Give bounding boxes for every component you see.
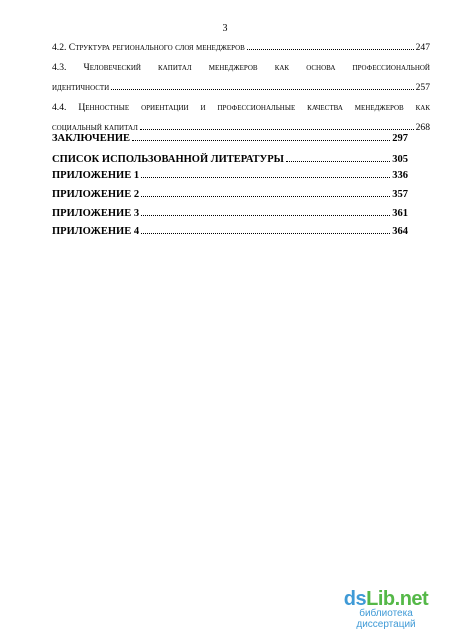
toc-entry-title: 4.2. Структура регионального слоя менеджеров xyxy=(52,42,245,53)
toc-entry-title: ЗАКЛЮЧЕНИЕ xyxy=(52,133,131,144)
dot-leader xyxy=(141,177,390,178)
dot-leader xyxy=(141,215,390,216)
toc-entry-page: 364 xyxy=(392,226,408,237)
dslib-watermark xyxy=(331,588,441,630)
toc-entry-page: 361 xyxy=(392,208,408,219)
toc-entry-title-line2: социальный капитал xyxy=(52,122,138,133)
dot-leader xyxy=(141,233,390,234)
dot-leader xyxy=(286,161,390,162)
toc-entry-appendix-2 xyxy=(52,189,408,200)
dot-leader xyxy=(247,49,414,50)
toc-entry-title: ПРИЛОЖЕНИЕ 1 xyxy=(52,170,140,181)
toc-entry-4-4 xyxy=(52,102,430,134)
toc-entry-appendix-3 xyxy=(52,208,408,219)
dot-leader xyxy=(111,89,413,90)
toc-entry-title: СПИСОК ИСПОЛЬЗОВАННОЙ ЛИТЕРАТУРЫ xyxy=(52,154,284,165)
toc-entry-title-line1: 4.3. Человеческий капитал менеджеров как основа профессиональной xyxy=(52,62,430,73)
toc-entry-appendix-4 xyxy=(52,226,408,237)
toc-entry-4-3 xyxy=(52,62,430,94)
toc-entry-page: 305 xyxy=(392,154,408,165)
toc-entry-page: 268 xyxy=(415,122,430,133)
toc-entry-title-line1: 4.4. Ценностные ориентации и профессиональные качества менеджеров как xyxy=(52,102,430,113)
toc-entry-appendix-1 xyxy=(52,170,408,181)
dot-leader xyxy=(132,140,390,141)
page-number: 3 xyxy=(222,23,228,34)
toc-entry-4-2 xyxy=(52,42,430,54)
toc-entry-references xyxy=(52,154,408,165)
dslib-logo: dsLib.net xyxy=(343,588,429,610)
dot-leader xyxy=(140,129,414,130)
toc-entry-title: ПРИЛОЖЕНИЕ 4 xyxy=(52,226,140,237)
toc-entry-page: 336 xyxy=(392,170,408,181)
toc-entry-title-line2: идентичности xyxy=(52,82,110,93)
toc-entry-title: ПРИЛОЖЕНИЕ 2 xyxy=(52,189,140,200)
toc-entry-title: ПРИЛОЖЕНИЕ 3 xyxy=(52,208,140,219)
toc-entry-page: 297 xyxy=(392,133,408,144)
toc-entry-page: 247 xyxy=(415,42,430,53)
toc-entry-page: 257 xyxy=(415,82,430,93)
toc-entry-page: 357 xyxy=(392,189,408,200)
toc-entry-conclusion xyxy=(52,133,408,144)
watermark-subtitle: библиотека диссертаций xyxy=(356,608,416,630)
table-of-contents xyxy=(52,42,430,134)
dot-leader xyxy=(141,196,390,197)
